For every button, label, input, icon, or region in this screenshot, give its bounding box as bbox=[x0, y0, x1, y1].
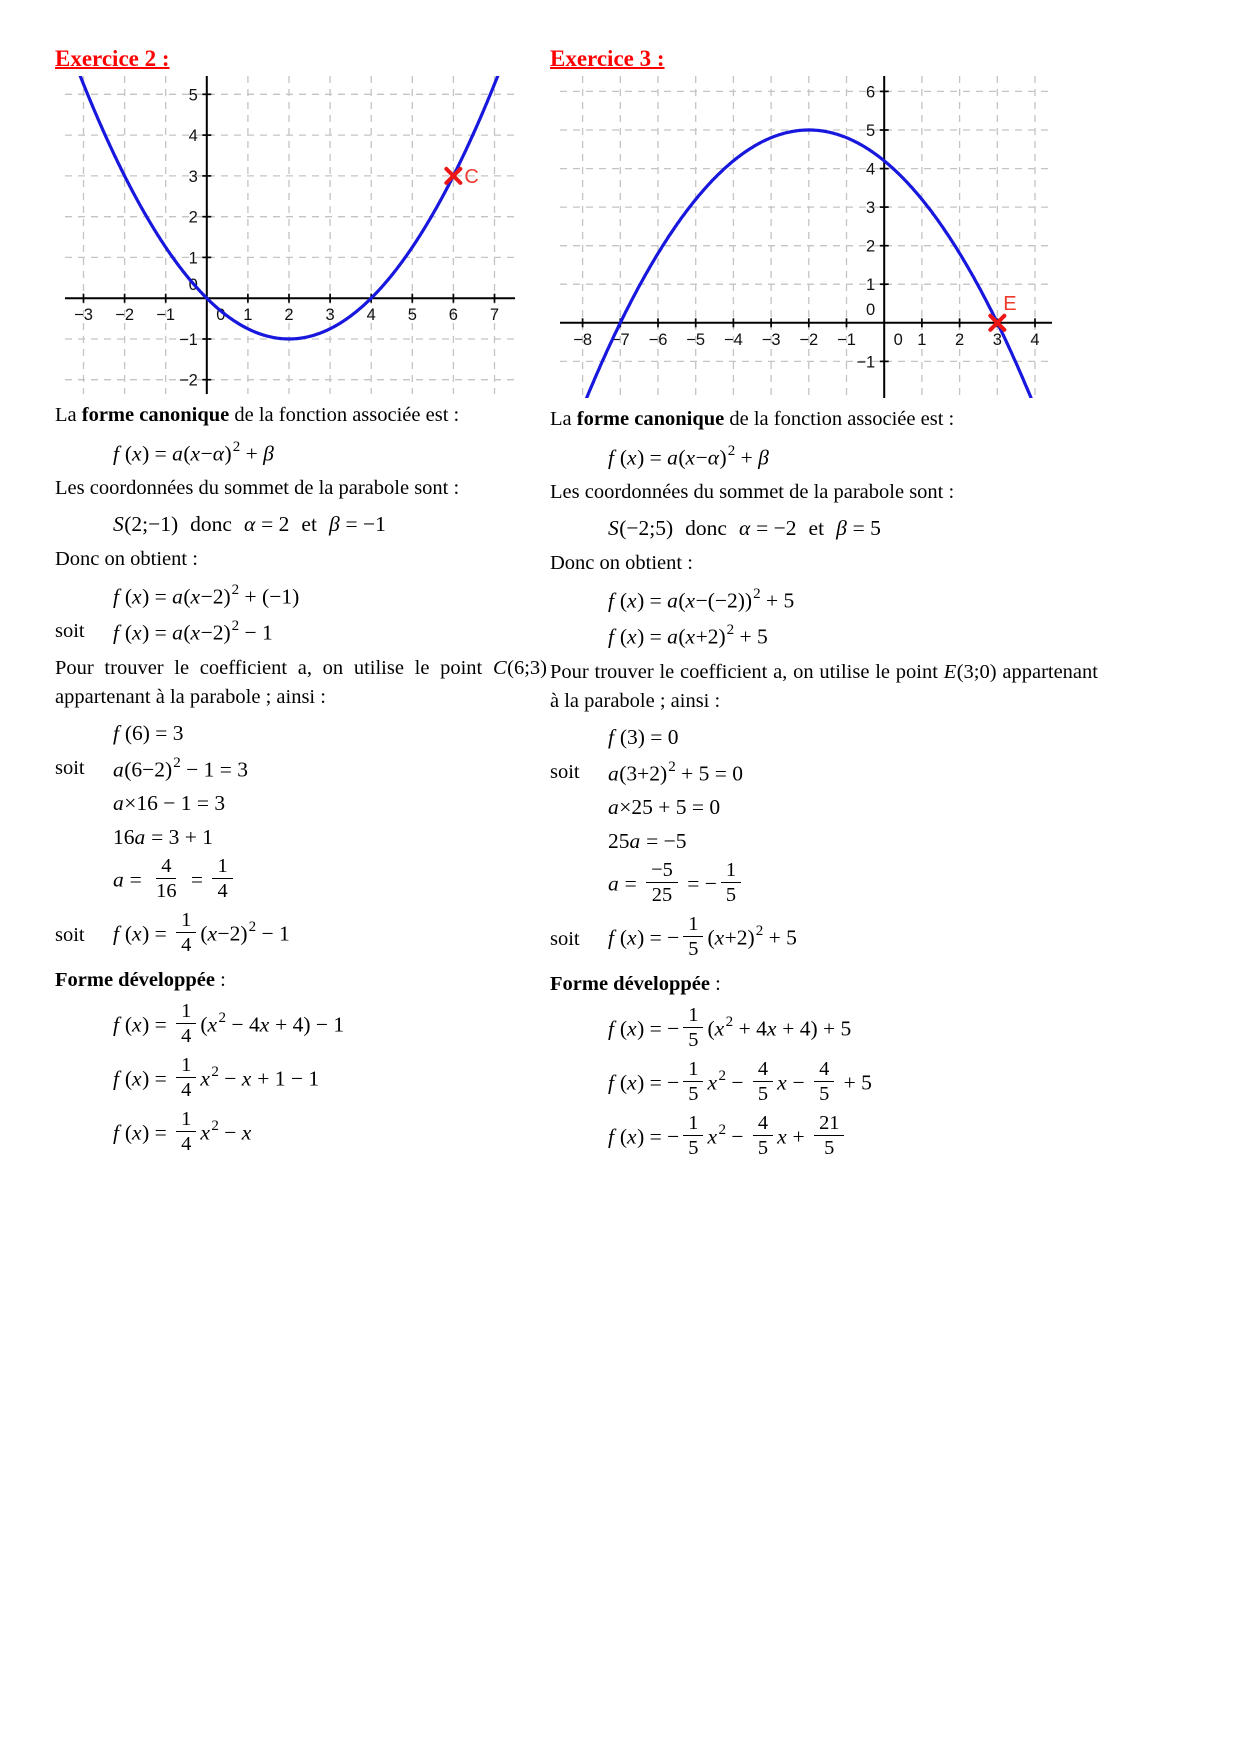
fraction: $\frac{4}{5}$ bbox=[753, 1058, 773, 1105]
math-line bbox=[55, 999, 547, 1050]
svg-text:−1: −1 bbox=[178, 331, 198, 349]
svg-text:1: 1 bbox=[917, 330, 927, 349]
math-formula: a = $\frac{4}{16}$ = $\frac{1}{4}$ bbox=[113, 858, 237, 905]
math-formula: S(2;−1) donc α = 2 et β = −1 bbox=[113, 511, 386, 536]
fraction: $\frac{1}{4}$ bbox=[176, 1054, 196, 1101]
math-line bbox=[550, 858, 1098, 909]
svg-text:−3: −3 bbox=[761, 330, 781, 349]
svg-text:−5: −5 bbox=[686, 330, 706, 349]
math-line bbox=[55, 1108, 547, 1158]
paragraph: Donc on obtient : bbox=[55, 547, 198, 570]
svg-text:−1: −1 bbox=[856, 353, 876, 372]
fraction: $\frac{1}{5}$ bbox=[721, 859, 741, 906]
svg-text:6: 6 bbox=[866, 83, 876, 102]
axis-tick-labels bbox=[573, 83, 1039, 371]
math-formula: f (x) = $\frac{1}{4}$ $x^2 - x + 1 - 1$ bbox=[113, 1053, 320, 1101]
paragraph: La forme canonique de la fonction associée est : bbox=[550, 408, 955, 430]
grid-lines bbox=[65, 76, 515, 394]
math-formula: f (6) = 3 bbox=[113, 721, 184, 746]
math-formula: f (x) = $\frac{1}{4}$ $(x^2 - 4x + 4) - 1$ bbox=[113, 999, 345, 1047]
fraction: $\frac{1}{5}$ bbox=[683, 1004, 703, 1051]
math-line bbox=[550, 442, 1098, 471]
math-formula: f (x) = − $\frac{1}{5}$ $x^2$ − $\frac{4}{5}$ x − $\frac{4}{5}$ + 5 bbox=[608, 1057, 872, 1105]
fraction: $\frac{1}{4}$ bbox=[176, 909, 196, 956]
svg-text:0: 0 bbox=[188, 276, 198, 295]
exercise-3-title: Exercice 3 : bbox=[550, 46, 665, 71]
math-line-label: soit bbox=[55, 923, 85, 946]
math-line bbox=[550, 913, 1098, 963]
paragraph: Forme développée : bbox=[55, 969, 226, 992]
svg-text:2: 2 bbox=[955, 330, 965, 349]
fraction: $\frac{4}{5}$ bbox=[753, 1112, 773, 1159]
math-line bbox=[550, 585, 1098, 614]
paragraph: Donc on obtient : bbox=[550, 551, 693, 574]
exercise-2-column bbox=[55, 46, 547, 1165]
svg-text:3: 3 bbox=[992, 330, 1002, 349]
math-formula: f (x) = $\frac{1}{4}$ $x^2 - x$ bbox=[113, 1108, 252, 1156]
marked-point-E bbox=[990, 293, 1016, 330]
exercise-2-solution bbox=[55, 401, 547, 1158]
math-formula: f (x) = $\frac{1}{4}$ $(x-2)^2 - 1$ bbox=[113, 909, 290, 957]
math-formula: f (3) = 0 bbox=[608, 725, 679, 750]
exercise-2-graph bbox=[65, 76, 515, 394]
fraction: $\frac{1}{4}$ bbox=[176, 1108, 196, 1155]
paragraph: Les coordonnées du sommet de la parabole sont : bbox=[550, 480, 955, 503]
math-formula: f $(x) = a(x-\alpha)^2 + \beta$ bbox=[113, 438, 275, 466]
math-formula: f (x) = − $\frac{1}{5}$ $(x+2)^2 + 5$ bbox=[608, 913, 797, 961]
svg-text:2: 2 bbox=[188, 208, 198, 227]
svg-text:−2: −2 bbox=[115, 306, 135, 325]
svg-text:7: 7 bbox=[489, 306, 500, 325]
svg-text:−2: −2 bbox=[799, 330, 819, 349]
svg-text:4: 4 bbox=[366, 306, 376, 325]
svg-text:4: 4 bbox=[1030, 330, 1040, 349]
math-line bbox=[550, 794, 1098, 821]
math-line bbox=[55, 909, 547, 959]
paragraph: Pour trouver le coefficient a, on utilise le point E(3;0) appartenant à la parabole ; ainsi : bbox=[550, 660, 1098, 713]
svg-text:5: 5 bbox=[407, 306, 417, 325]
svg-text:0: 0 bbox=[866, 300, 876, 319]
svg-text:1: 1 bbox=[188, 249, 198, 268]
math-line bbox=[550, 1112, 1098, 1162]
math-formula: S(−2;5) donc α = −2 et β = 5 bbox=[608, 515, 881, 540]
svg-text:−6: −6 bbox=[648, 330, 668, 349]
fraction: $\frac{4}{5}$ bbox=[814, 1058, 834, 1105]
math-line bbox=[550, 1057, 1098, 1108]
exercise-3-column bbox=[550, 46, 1098, 1169]
paragraph: Les coordonnées du sommet de la parabole sont : bbox=[55, 476, 460, 499]
svg-text:2: 2 bbox=[866, 237, 876, 256]
svg-text:2: 2 bbox=[284, 306, 294, 325]
svg-text:−1: −1 bbox=[156, 306, 176, 325]
svg-text:3: 3 bbox=[325, 306, 335, 325]
math-formula: 16a = 3 + 1 bbox=[113, 825, 214, 850]
svg-text:0: 0 bbox=[893, 330, 903, 349]
fraction: $\frac{1}{4}$ bbox=[212, 855, 232, 902]
math-line bbox=[55, 1053, 547, 1104]
exercise-3-graph bbox=[560, 76, 1052, 398]
math-formula: $a(3+2)^2 + 5 = 0$ bbox=[608, 758, 743, 786]
math-formula: a×25 + 5 = 0 bbox=[608, 795, 721, 820]
axes bbox=[560, 76, 1052, 398]
svg-text:−2: −2 bbox=[178, 371, 198, 390]
inline-math: C(6;3) bbox=[492, 656, 547, 679]
point-label-C: C bbox=[464, 165, 479, 188]
fraction: $\frac{1}{5}$ bbox=[683, 1058, 703, 1105]
math-formula: a = $\frac{-5}{25}$ = − $\frac{1}{5}$ bbox=[608, 862, 745, 909]
svg-text:0: 0 bbox=[216, 306, 226, 325]
paragraph: Pour trouver le coefficient a, on utilise le point C(6;3) appartenant à la parabole ; ainsi : bbox=[55, 656, 547, 709]
svg-text:3: 3 bbox=[188, 167, 198, 186]
svg-text:−7: −7 bbox=[610, 330, 630, 349]
math-formula: f $(x) = a(x-2)^2 + (-1)$ bbox=[113, 582, 300, 609]
fraction: $\frac{21}{5}$ bbox=[814, 1112, 844, 1159]
math-line bbox=[550, 828, 1098, 855]
math-line bbox=[550, 515, 1098, 542]
math-line-label: soit bbox=[550, 760, 580, 783]
paragraph: La forme canonique de la fonction associée est : bbox=[55, 404, 460, 426]
math-formula: f (x) = − $\frac{1}{5}$ $(x^2 + 4x + 4) + 5$ bbox=[608, 1003, 852, 1051]
math-formula: f $(x) = a(x+2)^2 + 5$ bbox=[608, 622, 768, 649]
axis-tick-labels bbox=[74, 86, 499, 389]
fraction: $\frac{1}{5}$ bbox=[683, 1112, 703, 1159]
svg-text:5: 5 bbox=[866, 122, 876, 140]
svg-text:−1: −1 bbox=[837, 330, 856, 349]
svg-text:−4: −4 bbox=[723, 330, 743, 349]
svg-text:4: 4 bbox=[188, 127, 198, 146]
math-line-label: soit bbox=[55, 620, 85, 643]
math-line bbox=[55, 617, 547, 646]
math-line bbox=[55, 511, 547, 538]
math-formula: f $(x) = a(x-\alpha)^2 + \beta$ bbox=[608, 442, 770, 470]
fraction: $\frac{1}{4}$ bbox=[176, 1000, 196, 1047]
svg-text:1: 1 bbox=[243, 306, 253, 325]
svg-text:3: 3 bbox=[866, 199, 876, 218]
svg-text:−8: −8 bbox=[573, 330, 593, 349]
math-formula: f (x) = − $\frac{1}{5}$ $x^2$ − $\frac{4}{5}$ x + $\frac{21}{5}$ bbox=[608, 1115, 848, 1162]
marked-point-C bbox=[446, 166, 478, 188]
inline-math: E(3;0) bbox=[943, 660, 997, 683]
grid-lines bbox=[560, 76, 1052, 398]
point-label-E: E bbox=[1003, 292, 1017, 315]
math-line bbox=[55, 720, 547, 747]
svg-text:1: 1 bbox=[866, 276, 876, 295]
math-line-label: soit bbox=[550, 927, 580, 950]
svg-text:6: 6 bbox=[448, 306, 458, 325]
math-line bbox=[55, 854, 547, 905]
math-line bbox=[55, 824, 547, 851]
math-line bbox=[550, 758, 1098, 787]
fraction: $\frac{-5}{25}$ bbox=[646, 859, 678, 906]
math-line bbox=[550, 724, 1098, 751]
math-formula: f $(x) = a(x-(-2))^2 + 5$ bbox=[608, 586, 795, 613]
math-formula: f $(x) = a(x-2)^2 - 1$ bbox=[113, 618, 273, 645]
parabola-curve bbox=[560, 130, 1052, 398]
math-line bbox=[55, 581, 547, 610]
math-formula: 25a = −5 bbox=[608, 829, 687, 854]
svg-text:4: 4 bbox=[866, 160, 876, 179]
math-formula: a×16 − 1 = 3 bbox=[113, 791, 226, 816]
svg-text:5: 5 bbox=[188, 86, 198, 105]
exercise-2-title: Exercice 2 : bbox=[55, 46, 170, 71]
parabola-curve bbox=[65, 76, 515, 339]
paragraph: Forme développée : bbox=[550, 973, 721, 996]
axes bbox=[65, 76, 515, 394]
math-line bbox=[55, 790, 547, 817]
math-line-label: soit bbox=[55, 756, 85, 779]
exercise-3-solution bbox=[550, 405, 1098, 1162]
math-line bbox=[55, 754, 547, 783]
math-line bbox=[55, 438, 547, 467]
fraction: $\frac{1}{5}$ bbox=[683, 913, 703, 960]
fraction: $\frac{4}{16}$ bbox=[156, 854, 177, 902]
math-line bbox=[550, 621, 1098, 650]
math-formula: $a(6-2)^2 - 1 = 3$ bbox=[113, 754, 248, 782]
math-line bbox=[550, 1003, 1098, 1054]
svg-text:−3: −3 bbox=[74, 306, 93, 325]
